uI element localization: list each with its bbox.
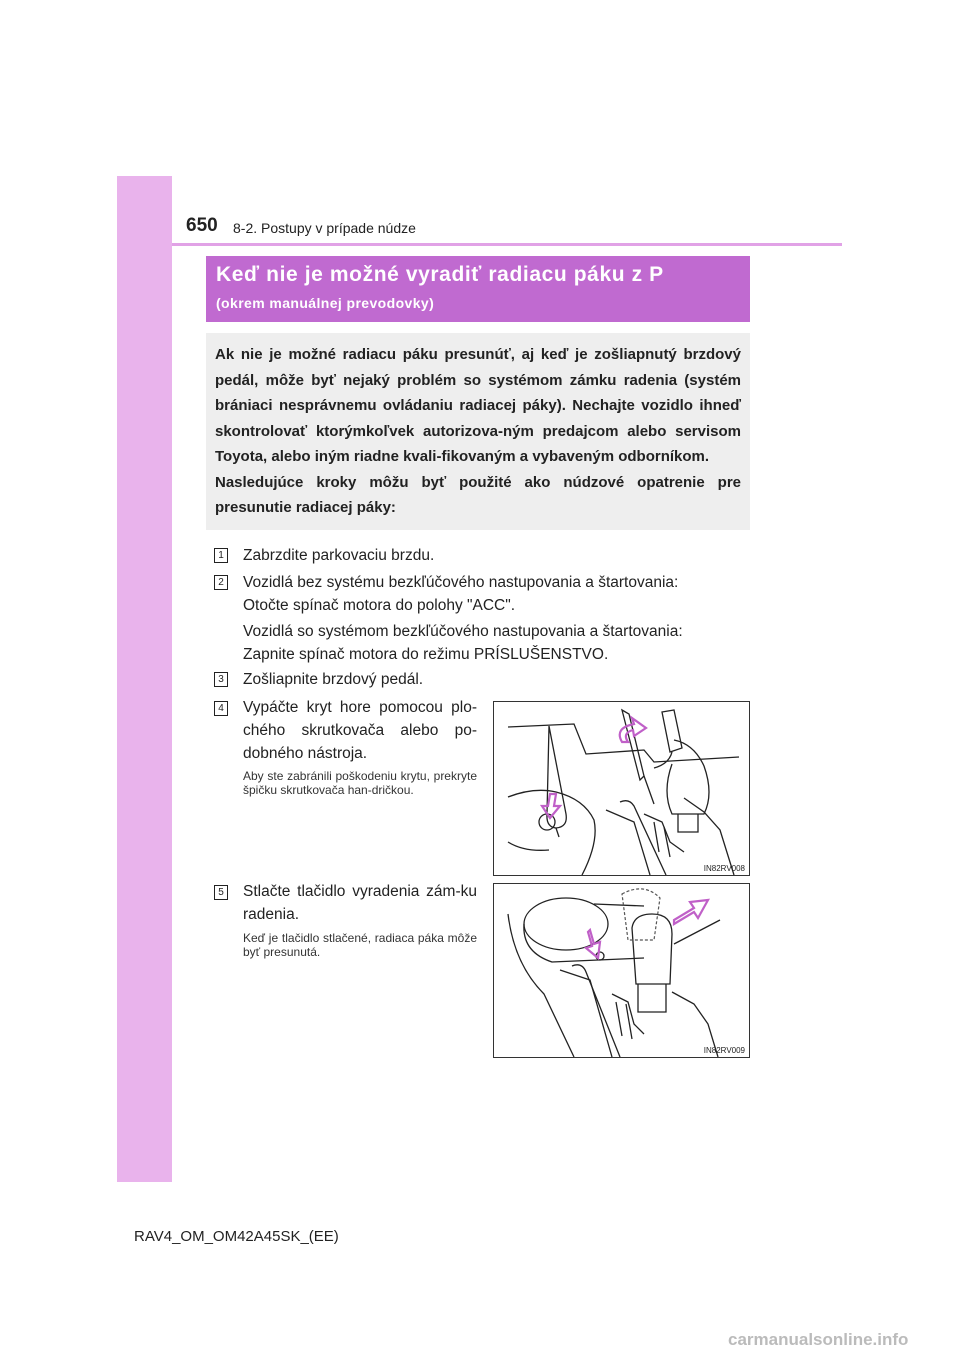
section-title: Keď nie je možné vyradiť radiacu páku z P — [216, 263, 664, 286]
section-path: 8-2. Postupy v prípade núdze — [233, 220, 416, 236]
step-4-text: Vypáčte kryt hore pomocou plo-chého skrutkovača alebo po-dobného nástroja. — [243, 699, 477, 762]
step-number-3: 3 — [214, 672, 228, 687]
intro-box — [206, 333, 750, 530]
figure-remove-cover — [493, 701, 750, 876]
figure-shift-lock-button — [493, 883, 750, 1058]
step-1-text: Zabrzdite parkovaciu brzdu. — [243, 547, 435, 564]
section-subtitle: (okrem manuálnej prevodovky) — [216, 295, 435, 311]
figure-code-2: IN82RV009 — [703, 1046, 745, 1055]
figure-code-1: IN82RV008 — [703, 864, 745, 873]
step-number-5: 5 — [214, 885, 228, 900]
step-5-note: Keď je tlačidlo stlačené, radiaca páka môže byť presunutá. — [243, 931, 477, 959]
side-tab-bar — [117, 176, 172, 1182]
step-4-note: Aby ste zabránili poškodeniu krytu, prekryte špičku skrutkovača han-dričkou. — [243, 769, 477, 797]
step-2-line-2: Otočte spínač motora do polohy "ACC". — [243, 597, 516, 614]
illustration-shift-lock-release — [494, 884, 749, 1057]
step-3-text: Zošliapnite brzdový pedál. — [243, 671, 424, 688]
illustration-screwdriver-cover — [494, 702, 749, 875]
step-number-4: 4 — [214, 701, 228, 716]
intro-paragraph: Ak nie je možné radiacu páku presunúť, aj keď je zošliapnutý brzdový pedál, môže byť nejaký problém so systémom zámku radenia (systém brániaci nesprávnemu ovládaniu radiacej páky). Nechajte vozidlo ihneď skontrolovať ktorýmkoľvek autorizova-ným predajcom alebo servisom Toyota, alebo iným riadne kvali-fikovaným a vybaveným odborníkom. — [215, 346, 741, 465]
step-2-line-1: Vozidlá bez systému bezkľúčového nastupovania a štartovania: — [243, 574, 679, 591]
page-number: 650 — [186, 215, 218, 236]
header-rule — [172, 243, 842, 246]
step-5-text: Stlačte tlačidlo vyradenia zám-ku radenia. — [243, 883, 477, 923]
watermark: carmanualsonline.info — [728, 1330, 909, 1349]
step-number-2: 2 — [214, 575, 228, 590]
step-number-1: 1 — [214, 548, 228, 563]
step-2-line-3: Vozidlá so systémom bezkľúčového nastupovania a štartovania: — [243, 623, 683, 640]
footer-model-code: RAV4_OM_OM42A45SK_(EE) — [134, 1228, 339, 1245]
section-title-box — [206, 256, 750, 322]
step-2-line-4: Zapnite spínač motora do režimu PRÍSLUŠENSTVO. — [243, 646, 609, 663]
intro-paragraph-2: Nasledujúce kroky môžu byť použité ako núdzové opatrenie pre presunutie radiacej páky: — [215, 473, 741, 516]
